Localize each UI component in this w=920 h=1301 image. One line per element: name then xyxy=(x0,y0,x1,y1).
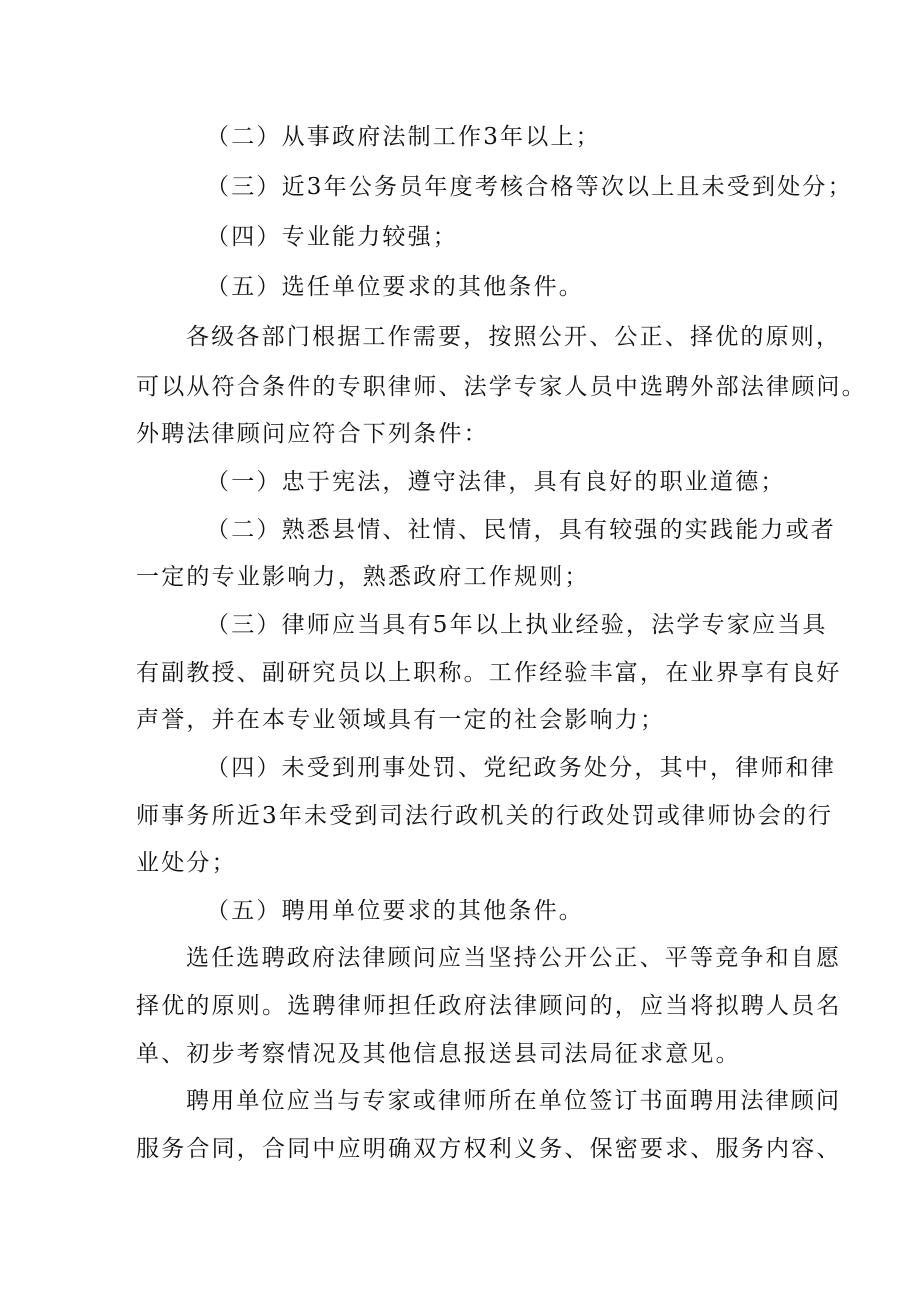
paragraph-line: （一）忠于宪法，遵守法律，具有良好的职业道德； xyxy=(206,469,786,495)
paragraph-line: （三）律师应当具有5年以上执业经验，法学专家应当具 xyxy=(206,612,828,638)
paragraph-line: （三）近3年公务员年度考核合格等次以上且未受到处分； xyxy=(206,174,853,200)
paragraph-line: （五）选任单位要求的其他条件。 xyxy=(206,274,584,300)
paragraph-line: （四）专业能力较强； xyxy=(206,224,458,250)
paragraph-line: 聘用单位应当与专家或律师所在单位签订书面聘用法律顾问 xyxy=(186,1088,842,1114)
paragraph-line: 业处分； xyxy=(136,850,237,876)
paragraph-line: 选任选聘政府法律顾问应当坚持公开公正、平等竞争和自愿 xyxy=(186,945,842,971)
paragraph-line: 单、初步考察情况及其他信息报送县司法局征求意见。 xyxy=(136,1041,741,1067)
paragraph-line: 师事务所近3年未受到司法行政机关的行政处罚或律师协会的行 xyxy=(136,803,834,829)
paragraph-line: 可以从符合条件的专职律师、法学专家人员中选聘外部法律顾问。 xyxy=(136,374,867,400)
paragraph-line: （四）未受到刑事处罚、党纪政务处分，其中，律师和律 xyxy=(206,755,836,781)
paragraph-line: （五）聘用单位要求的其他条件。 xyxy=(206,898,584,924)
paragraph-line: 各级各部门根据工作需要，按照公开、公正、择优的原则， xyxy=(186,324,842,350)
paragraph-line: 服务合同，合同中应明确双方权利义务、保密要求、服务内容、 xyxy=(136,1136,842,1162)
paragraph-line: 择优的原则。选聘律师担任政府法律顾问的，应当将拟聘人员名 xyxy=(136,993,842,1019)
paragraph-line: 外聘法律顾问应符合下列条件： xyxy=(136,421,489,447)
paragraph-line: （二）熟悉县情、社情、民情，具有较强的实践能力或者 xyxy=(206,517,836,543)
paragraph-line: 有副教授、副研究员以上职称。工作经验丰富，在业界享有良好 xyxy=(136,660,842,686)
paragraph-line: （二）从事政府法制工作3年以上； xyxy=(206,124,601,150)
paragraph-line: 一定的专业影响力，熟悉政府工作规则； xyxy=(136,564,590,590)
paragraph-line: 声誉，并在本专业领域具有一定的社会影响力； xyxy=(136,707,666,733)
